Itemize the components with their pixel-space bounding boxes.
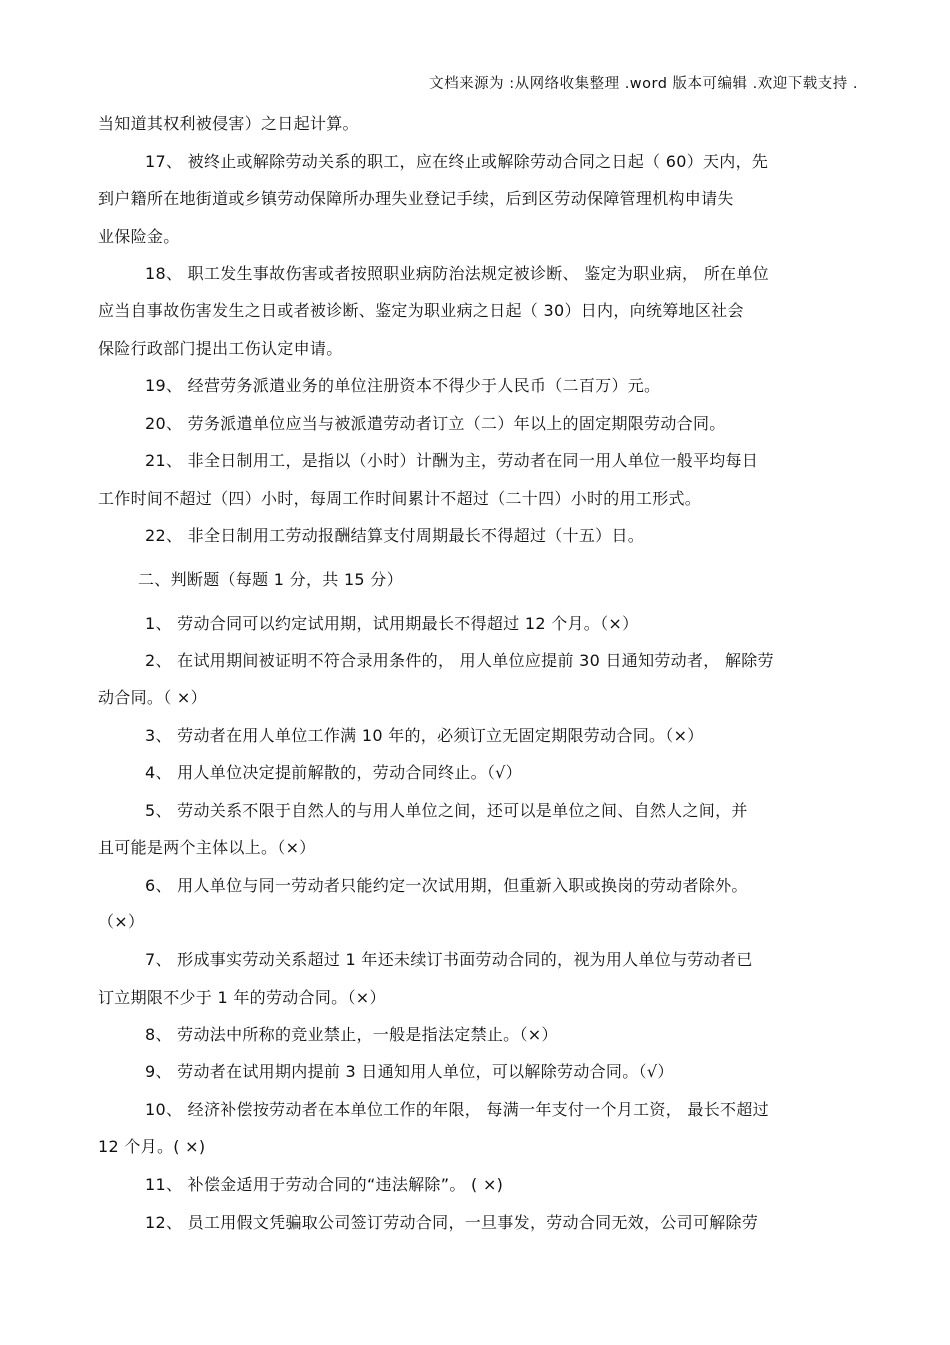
text-line: 3、 劳动者在用人单位工作满 10 年的，必须订立无固定期限劳动合同。（×） [145, 726, 704, 745]
text-line: 订立期限不少于 1 年的劳动合同。（×） [98, 988, 386, 1007]
text-line: 22、 非全日制用工劳动报酬结算支付周期最长不得超过（十五）日。 [145, 526, 645, 545]
page-header: 文档来源为 :从网络收集整理 .word 版本可编辑 .欢迎下载支持 . [429, 76, 858, 92]
text-line: 保险行政部门提出工伤认定申请。 [98, 339, 343, 358]
text-line: 到户籍所在地街道或乡镇劳动保障所办理失业登记手续，后到区劳动保障管理机构申请失 [98, 189, 734, 208]
text-line: 19、 经营劳务派遣业务的单位注册资本不得少于人民币（二百万）元。 [145, 376, 661, 395]
text-line: 且可能是两个主体以上。（×） [98, 838, 316, 857]
text-line: 5、 劳动关系不限于自然人的与用人单位之间，还可以是单位之间、自然人之间，并 [145, 801, 748, 820]
text-line: 4、 用人单位决定提前解散的，劳动合同终止。（√） [145, 763, 522, 782]
text-line: 6、 用人单位与同一劳动者只能约定一次试用期，但重新入职或换岗的劳动者除外。 [145, 876, 748, 895]
text-line: 12、 员工用假文凭骗取公司签订劳动合同，一旦事发，劳动合同无效，公司可解除劳 [145, 1213, 759, 1232]
text-line: 20、 劳务派遣单位应当与被派遣劳动者订立（二）年以上的固定期限劳动合同。 [145, 414, 726, 433]
section-heading: 二、判断题（每题 1 分，共 15 分） [138, 570, 403, 589]
text-line: 1、 劳动合同可以约定试用期，试用期最长不得超过 12 个月。（×） [145, 614, 639, 633]
text-line: 业保险金。 [98, 227, 180, 246]
text-line: 18、 职工发生事故伤害或者按照职业病防治法规定被诊断、 鉴定为职业病， 所在单位 [145, 264, 769, 283]
text-line: 2、 在试用期间被证明不符合录用条件的， 用人单位应提前 30 日通知劳动者， 解除劳 [145, 651, 774, 670]
text-line: 9、 劳动者在试用期内提前 3 日通知用人单位，可以解除劳动合同。（√） [145, 1062, 674, 1081]
text-line: 7、 形成事实劳动关系超过 1 年还未续订书面劳动合同的，视为用人单位与劳动者已 [145, 950, 753, 969]
text-line: 8、 劳动法中所称的竞业禁止，一般是指法定禁止。（×） [145, 1025, 558, 1044]
text-line: 12 个月。( ×) [98, 1137, 206, 1156]
text-line: 17、 被终止或解除劳动关系的职工，应在终止或解除劳动合同之日起（ 60）天内，先 [145, 152, 769, 171]
text-line: 10、 经济补偿按劳动者在本单位工作的年限， 每满一年支付一个月工资， 最长不超过 [145, 1100, 769, 1119]
text-line: 动合同。（ ×） [98, 688, 207, 707]
text-line: 应当自事故伤害发生之日或者被诊断、鉴定为职业病之日起（ 30）日内，向统筹地区社会 [98, 301, 744, 320]
text-line: （×） [98, 912, 145, 931]
text-line: 11、 补偿金适用于劳动合同的“违法解除”。 ( ×) [145, 1175, 504, 1194]
text-line: 当知道其权利被侵害）之日起计算。 [98, 114, 359, 133]
text-line: 工作时间不超过（四）小时，每周工作时间累计不超过（二十四）小时的用工形式。 [98, 489, 702, 508]
text-line: 21、 非全日制用工，是指以（小时）计酬为主，劳动者在同一用人单位一般平均每日 [145, 451, 759, 470]
